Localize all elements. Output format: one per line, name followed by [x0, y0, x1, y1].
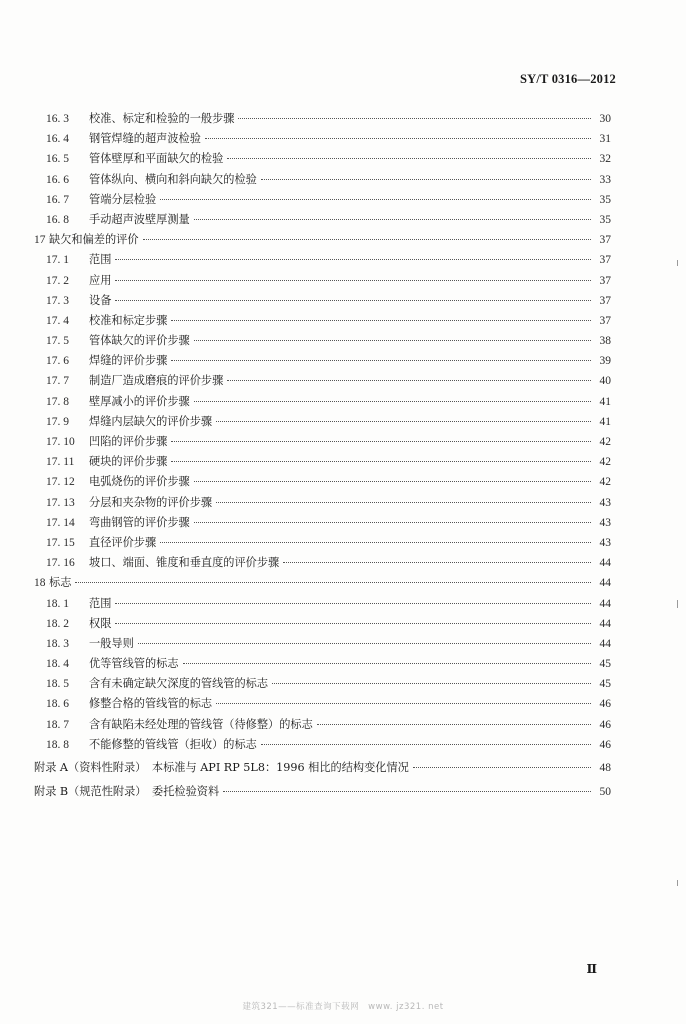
toc-entry-title: 坡口、端面、锥度和垂直度的评价步骤 [89, 556, 280, 570]
toc-entry-page: 37 [599, 314, 611, 327]
toc-entry-number: 16. 3 [46, 113, 69, 125]
toc-entry-page: 44 [599, 617, 611, 630]
toc-entry-page: 44 [599, 637, 611, 650]
toc-entry-title: 缺欠和偏差的评价 [49, 233, 139, 247]
toc-entry-page: 43 [599, 516, 611, 529]
toc-entry-title: 一般导则 [89, 636, 134, 650]
toc-entry-page: 39 [599, 355, 611, 368]
toc-entry[interactable] [34, 473, 611, 493]
toc-entry[interactable] [34, 110, 611, 130]
toc-dot-leader [194, 340, 591, 341]
toc-entry-title: 硬块的评价步骤 [89, 455, 168, 469]
toc-entry[interactable] [34, 433, 611, 453]
toc-entry-title: 电弧烧伤的评价步骤 [89, 475, 190, 489]
toc-dot-leader [115, 623, 591, 624]
toc-dot-leader [216, 421, 591, 422]
toc-entry-title: 不能修整的管线管（拒收）的标志 [89, 737, 257, 751]
toc-entry-title: 壁厚减小的评价步骤 [89, 394, 190, 408]
toc-entry-number: 18. 8 [46, 738, 69, 751]
toc-entry-number: 17 [34, 234, 46, 247]
toc-entry[interactable] [34, 574, 611, 594]
toc-dot-leader [216, 703, 591, 704]
toc-entry[interactable] [34, 251, 611, 271]
toc-dot-leader [171, 360, 591, 361]
toc-entry-number: 16. 4 [46, 133, 69, 146]
toc-entry-page: 48 [599, 761, 611, 774]
toc-dot-leader [160, 542, 591, 543]
toc-entry[interactable] [34, 231, 611, 251]
toc-entry-number: 17. 16 [46, 557, 75, 570]
toc-dot-leader [272, 683, 591, 684]
toc-dot-leader [183, 663, 591, 664]
toc-dot-leader [115, 259, 591, 260]
toc-entry-number: 17. 11 [46, 456, 75, 469]
toc-entry-number: 17. 6 [46, 355, 69, 368]
toc-entry-page: 37 [599, 234, 611, 247]
toc-entry[interactable] [34, 695, 611, 715]
toc-entry-page: 37 [599, 254, 611, 267]
toc-entry[interactable] [34, 655, 611, 675]
toc-entry-number: 17. 4 [46, 314, 69, 327]
toc-entry-title: 焊缝内层缺欠的评价步骤 [89, 414, 213, 428]
toc-dot-leader [194, 219, 591, 220]
toc-entry-page: 33 [599, 173, 611, 186]
table-of-contents [34, 110, 611, 804]
toc-entry-page: 43 [599, 536, 611, 549]
toc-entry-title: 标志 [49, 576, 72, 590]
toc-entry[interactable] [34, 759, 611, 781]
toc-entry[interactable] [34, 393, 611, 413]
toc-dot-leader [317, 724, 591, 725]
toc-entry-page: 35 [599, 213, 611, 226]
toc-entry-page: 35 [599, 193, 611, 206]
toc-entry[interactable] [34, 171, 611, 191]
toc-entry[interactable] [34, 494, 611, 514]
toc-dot-leader [194, 481, 591, 482]
toc-entry[interactable] [34, 211, 611, 231]
toc-dot-leader [227, 158, 591, 159]
toc-entry-number: 16. 7 [46, 193, 69, 206]
toc-dot-leader [205, 138, 591, 139]
toc-dot-leader [138, 643, 591, 644]
toc-entry[interactable] [34, 453, 611, 473]
toc-entry-number: 17. 8 [46, 395, 69, 408]
toc-entry-title: 管体纵向、横向和斜向缺欠的检验 [89, 172, 257, 186]
toc-dot-leader [115, 280, 591, 281]
toc-entry-title: 应用 [89, 273, 112, 287]
toc-entry-title: 校准、标定和检验的一般步骤 [89, 112, 235, 125]
toc-entry-page: 45 [599, 678, 611, 691]
toc-entry-number: 17. 1 [46, 254, 69, 267]
toc-entry-title: 制造厂造成磨痕的评价步骤 [89, 374, 224, 388]
toc-entry-page: 38 [599, 335, 611, 348]
toc-dot-leader [227, 380, 591, 381]
toc-entry[interactable] [34, 736, 611, 756]
toc-entry-page: 37 [599, 274, 611, 287]
toc-entry-title: 含有未确定缺欠深度的管线管的标志 [89, 677, 269, 691]
toc-entry-number: 17. 9 [46, 415, 69, 428]
toc-entry-title: 钢管焊缝的超声波检验 [89, 132, 201, 146]
toc-entry-page: 30 [599, 113, 611, 125]
standard-code: SY/T 0316—2012 [520, 72, 616, 86]
toc-entry[interactable] [34, 150, 611, 170]
toc-entry-number: 16. 8 [46, 213, 69, 226]
toc-entry[interactable] [34, 534, 611, 554]
toc-entry-title: 范围 [89, 596, 112, 610]
toc-entry-number: 17. 3 [46, 294, 69, 307]
toc-entry[interactable] [34, 514, 611, 534]
toc-dot-leader [143, 239, 591, 240]
toc-entry[interactable] [34, 372, 611, 392]
toc-entry-page: 50 [599, 785, 611, 798]
toc-entry-page: 42 [599, 476, 611, 489]
toc-entry[interactable] [34, 675, 611, 695]
toc-entry-title: 附录 B（规范性附录） 委托检验资料 [34, 784, 220, 798]
toc-entry-page: 46 [599, 698, 611, 711]
scan-edge-mark [677, 600, 678, 608]
toc-dot-leader [171, 320, 591, 321]
toc-dot-leader [194, 522, 591, 523]
toc-entry-page: 42 [599, 456, 611, 469]
toc-dot-leader [261, 744, 591, 745]
toc-entry[interactable] [34, 292, 611, 312]
toc-dot-leader [115, 300, 591, 301]
toc-entry-number: 17. 14 [46, 516, 75, 529]
toc-entry-number: 18. 5 [46, 678, 69, 691]
toc-entry-page: 41 [599, 415, 611, 428]
toc-entry-page: 37 [599, 294, 611, 307]
toc-dot-leader [171, 461, 591, 462]
toc-entry-page: 41 [599, 395, 611, 408]
toc-dot-leader [160, 199, 591, 200]
toc-entry-number: 17. 15 [46, 536, 75, 549]
toc-entry-title: 弯曲钢管的评价步骤 [89, 515, 190, 529]
toc-entry[interactable] [34, 332, 611, 352]
toc-entry-page: 31 [599, 133, 611, 146]
toc-entry-number: 17. 7 [46, 375, 69, 388]
toc-entry-number: 18. 3 [46, 637, 69, 650]
toc-entry-page: 45 [599, 658, 611, 671]
toc-entry-page: 40 [599, 375, 611, 388]
toc-entry[interactable] [34, 554, 611, 574]
toc-entry-page: 46 [599, 738, 611, 751]
toc-entry-title: 设备 [89, 293, 112, 307]
toc-entry-number: 18. 2 [46, 617, 69, 630]
toc-entry-number: 18. 6 [46, 698, 69, 711]
toc-entry-title: 管端分层检验 [89, 192, 157, 206]
toc-entry-page: 44 [599, 597, 611, 610]
toc-entry[interactable] [34, 615, 611, 635]
toc-entry-page: 32 [599, 153, 611, 166]
toc-entry-title: 附录 A（资料性附录） 本标准与 API RP 5L8：1996 相比的结构变化情况 [34, 760, 409, 774]
toc-dot-leader [194, 401, 591, 402]
toc-entry-title: 分层和夹杂物的评价步骤 [89, 495, 213, 509]
toc-entry[interactable] [34, 312, 611, 332]
toc-dot-leader [413, 767, 591, 768]
toc-dot-leader [283, 562, 591, 563]
toc-entry[interactable] [34, 716, 611, 736]
toc-entry-number: 18. 4 [46, 658, 69, 671]
toc-entry-title: 凹陷的评价步骤 [89, 435, 168, 448]
toc-entry-number: 18. 1 [46, 597, 69, 610]
toc-entry-number: 16. 6 [46, 173, 69, 186]
toc-entry-title: 管体缺欠的评价步骤 [89, 334, 190, 348]
toc-entry[interactable] [34, 272, 611, 292]
toc-entry[interactable] [34, 413, 611, 433]
toc-entry-page: 43 [599, 496, 611, 509]
toc-entry-title: 校准和标定步骤 [89, 313, 168, 327]
toc-entry-page: 44 [599, 577, 611, 590]
toc-entry-title: 直径评价步骤 [89, 535, 157, 549]
scan-edge-mark [677, 260, 678, 266]
toc-dot-leader [75, 582, 591, 583]
toc-entry-page: 46 [599, 718, 611, 731]
toc-dot-leader [261, 179, 591, 180]
toc-entry[interactable] [34, 352, 611, 372]
toc-entry-number: 18 [34, 577, 46, 590]
toc-dot-leader [238, 118, 591, 119]
toc-entry-title: 权限 [89, 616, 112, 630]
toc-entry-number: 17. 2 [46, 274, 69, 287]
toc-entry-title: 优等管线管的标志 [89, 657, 179, 671]
toc-entry-title: 手动超声波壁厚测量 [89, 212, 190, 226]
toc-dot-leader [223, 791, 591, 792]
toc-entry-number: 17. 13 [46, 496, 75, 509]
toc-entry[interactable] [34, 635, 611, 655]
toc-dot-leader [171, 441, 591, 442]
toc-entry-number: 17. 10 [46, 436, 75, 448]
toc-entry-page: 42 [599, 436, 611, 448]
watermark: 建筑321——标准查询下载网 www. jz321. net [242, 1002, 444, 1012]
toc-dot-leader [115, 603, 591, 604]
toc-entry-title: 管体壁厚和平面缺欠的检验 [89, 152, 224, 166]
toc-entry-number: 17. 5 [46, 335, 69, 348]
toc-entry-title: 含有缺陷未经处理的管线管（待修整）的标志 [89, 717, 313, 731]
toc-entry[interactable] [34, 130, 611, 150]
toc-entry-title: 范围 [89, 253, 112, 267]
toc-entry[interactable] [34, 595, 611, 615]
toc-entry-title: 修整合格的管线管的标志 [89, 697, 213, 711]
scan-edge-mark [677, 880, 678, 886]
toc-entry-number: 18. 7 [46, 718, 69, 731]
toc-entry-title: 焊缝的评价步骤 [89, 354, 168, 368]
toc-entry-number: 17. 12 [46, 476, 75, 489]
page-number: Ⅱ [586, 962, 597, 976]
toc-entry-page: 44 [599, 557, 611, 570]
toc-entry-number: 16. 5 [46, 153, 69, 166]
toc-dot-leader [216, 502, 591, 503]
toc-entry[interactable] [34, 191, 611, 211]
toc-entry[interactable] [34, 783, 611, 805]
